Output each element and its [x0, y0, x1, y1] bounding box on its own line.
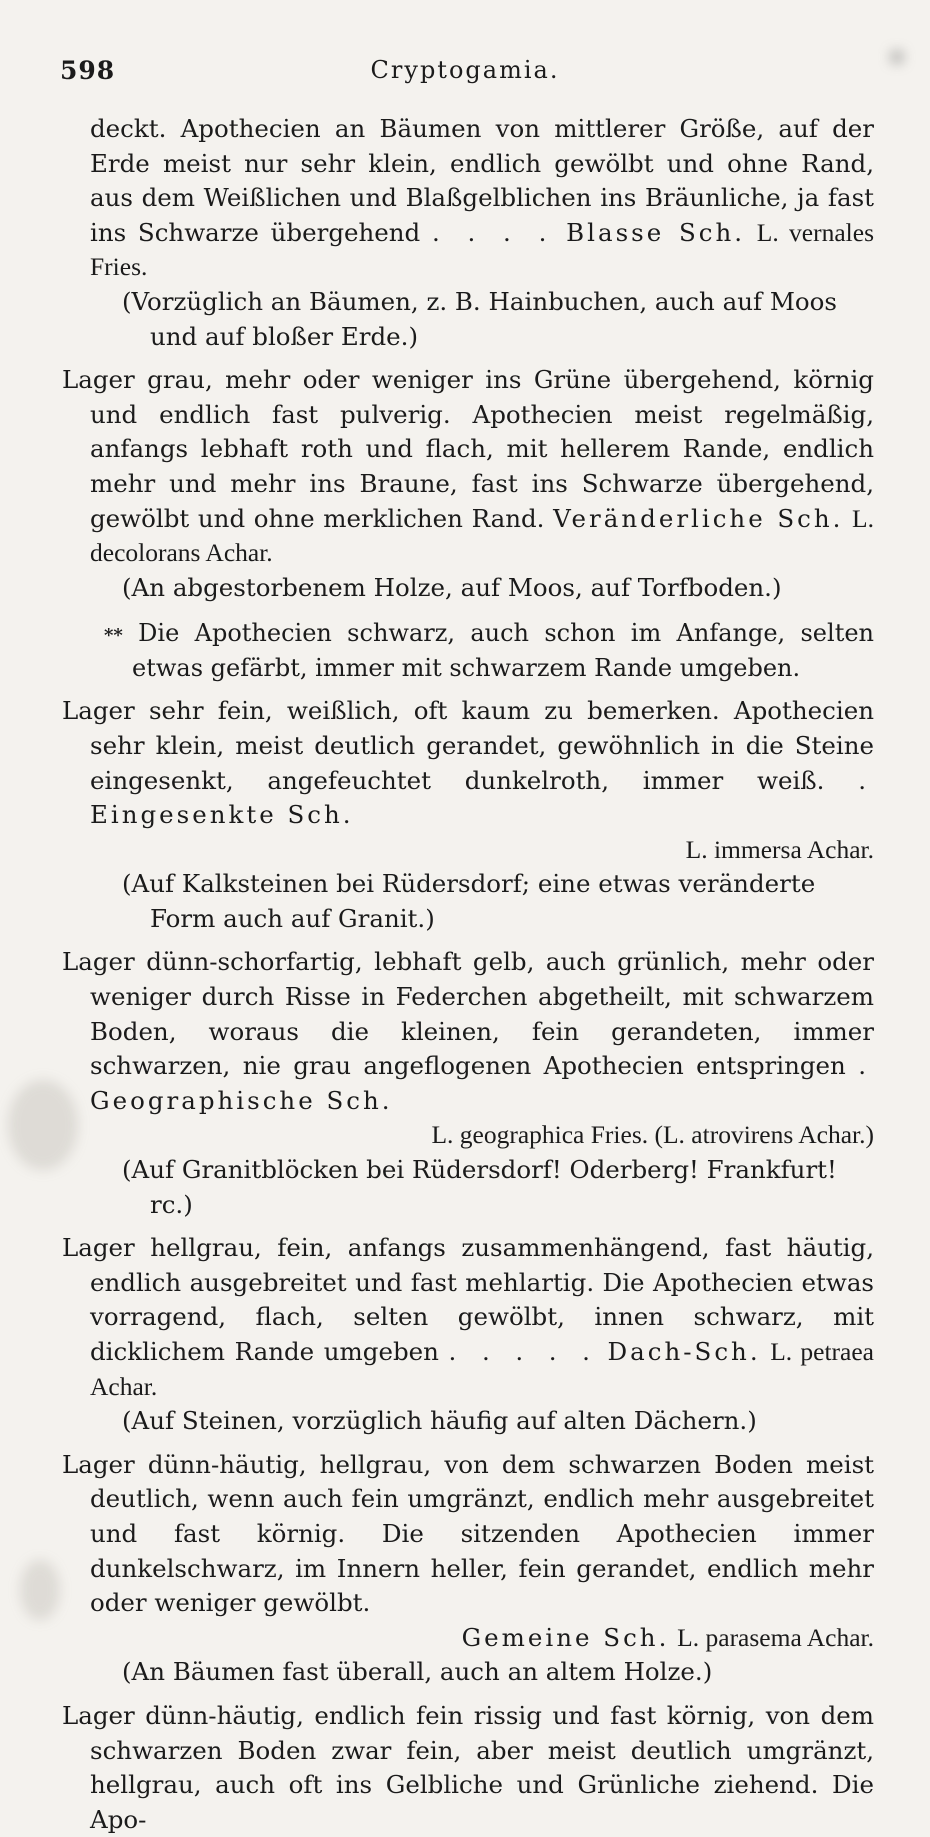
species-name-line: [62, 1621, 874, 1656]
common-name: Geographische Sch.: [90, 1085, 393, 1115]
leader-dots: .: [858, 1051, 874, 1081]
common-name: Veränderliche Sch.: [553, 503, 844, 533]
page-header: [60, 56, 870, 90]
entry-text: Lager hellgrau, fein, anfangs zusammenhängend, fast häutig, endlich ausgebreitet und fast mehlartig. Die Apothecien etwas vorragend, flach, selten gewölbt, innen schwarz, mit dicklichem Rande umgeben: [62, 1233, 874, 1366]
entry-text: deckt. Apothecien an Bäumen von mittlerer Größe, auf der Erde meist nur sehr klein, endlich gewölbt und ohne Rand, aus dem Weißlichen und Blaßgelblichen ins Bräunliche, ja fast ins Schwarze übergehend: [90, 114, 874, 247]
continuation-paragraph: [62, 112, 874, 285]
common-name: Blasse Sch.: [566, 217, 746, 247]
species-entry-petraea: [62, 1231, 874, 1404]
entry-text: Lager dünn-schorfartig, lebhaft gelb, auch grünlich, mehr oder weniger durch Risse in Federchen abgetheilt, mit schwarzem Boden, woraus die kleinen, fein gerandeten, immer schwarzen, nie grau angeflogenen Apothecien entspringen: [62, 947, 874, 1081]
page-body: [62, 112, 874, 1837]
subsection-marker: **: [104, 625, 123, 647]
entry-text: Lager grau, mehr oder weniger ins Grüne übergehend, körnig und endlich fast pulverig. Apothecien meist regelmäßig, anfangs lebhaft roth und flach, mit hellerem Rande, endlich mehr und mehr ins Braune, fast ins Schwarze übergehend, gewölbt und ohne merklichen Rand.: [62, 365, 874, 533]
latin-name: L. parasema Achar.: [677, 1622, 874, 1652]
entry-text: Lager dünn-häutig, hellgrau, von dem schwarzen Boden meist deutlich, wenn auch fein umgränzt, endlich mehr ausgebreitet und fast körnig. Die sitzenden Apothecien immer dunkelschwarz, im Innern heller, fein gerandet, endlich mehr oder weniger gewölbt.: [62, 1449, 874, 1618]
species-entry-decolorans: [62, 363, 874, 571]
latin-name: L. geographica Fries. (L. atrovirens Achar.): [431, 1120, 874, 1150]
habitat-note: (An abgestorbenem Holze, auf Moos, auf Torfboden.): [122, 572, 782, 602]
running-title: Cryptogamia.: [370, 56, 560, 84]
leader-dots: .: [858, 765, 874, 795]
species-entry-continued: Lager dünn-häutig, endlich fein rissig und fast körnig, von dem schwarzen Boden zwar fein, aber meist deutlich umgränzt, hellgrau, auch oft ins Gelbliche und Grünliche ziehend. Die Apo-: [62, 1700, 874, 1834]
leader-dots: . . . . .: [448, 1337, 598, 1366]
habitat-note: (Auf Kalksteinen bei Rüdersdorf; eine etwas veränderte Form auch auf Granit.): [122, 869, 816, 933]
common-name: Eingesenkte Sch.: [90, 800, 354, 830]
leader-dots: . . . .: [432, 217, 555, 247]
latin-name: L. immersa Achar.: [685, 834, 874, 864]
habitat-note: (Vorzüglich an Bäumen, z. B. Hainbuchen, auch auf Moos und auf bloßer Erde.): [122, 286, 837, 351]
species-entry-immersa: [62, 694, 874, 832]
page-number: 598: [60, 56, 116, 85]
common-name: Dach-Sch.: [607, 1337, 761, 1366]
habitat-note: (Auf Granitblöcken bei Rüdersdorf! Oderberg! Frankfurt! rc.): [122, 1155, 837, 1219]
species-entry-geographica: [62, 945, 874, 1118]
common-name: Gemeine Sch.: [461, 1622, 670, 1652]
habitat-note: (An Bäumen fast überall, auch an altem Holze.): [122, 1657, 713, 1687]
habitat-note: (Auf Steinen, vorzüglich häufig auf alten Dächern.): [122, 1406, 757, 1436]
latin-name: L. decolorans Achar.: [90, 503, 874, 568]
latin-name: L. vernales Fries.: [90, 217, 875, 282]
subsection-heading: [62, 617, 874, 685]
subsection-text: Die Apothecien schwarz, auch schon im Anfange, selten etwas gefärbt, immer mit schwarzem Rande umgeben.: [132, 619, 874, 683]
species-entry-parasema: [62, 1448, 874, 1621]
entry-text: Lager sehr fein, weißlich, oft kaum zu bemerken. Apothecien sehr klein, meist deutlich gerandet, gewöhnlich in die Steine eingesenkt, angefeuchtet dunkelroth, immer weiß.: [62, 696, 874, 795]
latin-name: L. petraea Achar.: [90, 1337, 874, 1401]
